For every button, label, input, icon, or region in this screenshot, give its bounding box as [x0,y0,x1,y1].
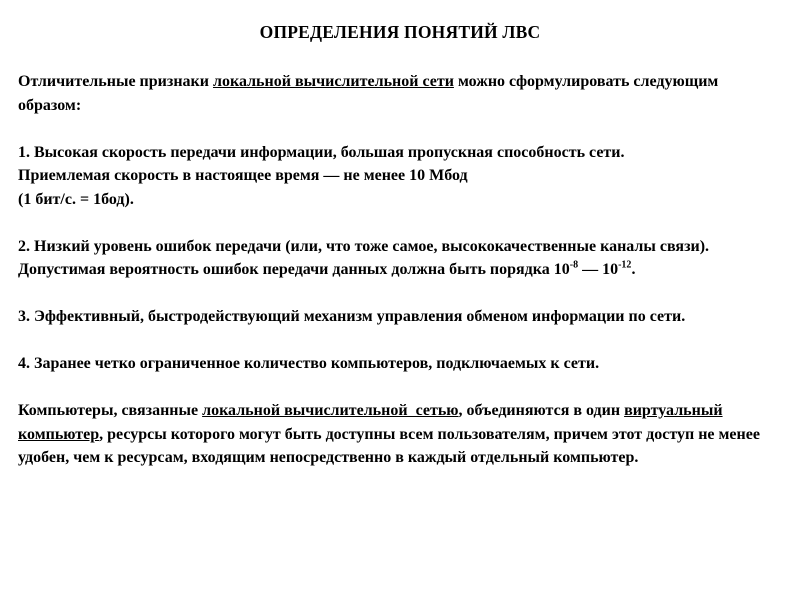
closing-pre: Компьютеры, связанные [18,402,203,419]
closing-underlined-term-1: локальной вычислительной сетью [202,402,459,419]
intro-pre: Отличительные признаки [18,73,213,90]
item-2-base-1: 10 [553,261,570,278]
item-2-exponent-2: -12 [618,259,632,271]
item-3: 3. Эффективный, быстродействующий механизм управления обменом информации по сети. [18,308,686,325]
item-2-dash: — [578,261,603,278]
item-1 [18,141,784,212]
closing-mid: , объединяются в один [458,402,625,419]
item-2-end: . [631,261,636,278]
intro-underlined-term: локальной вычислительной сети [212,73,454,90]
closing-paragraph [18,399,784,470]
item-2 [18,235,784,282]
item-2-text: 2. Низкий уровень ошибок передачи (или, что тоже самое, высококачественные каналы связи). Допустимая вероятность ошибок передачи данных должна быть порядка [18,237,710,278]
item-2-base-2: 10 [602,261,619,278]
item-1-line-3: (1 бит/с. = 1бод). [18,190,134,208]
closing-post: , ресурсы которого могут быть доступны всем пользователям, причем этот доступ не менее удобен, чем к ресурсам, входящим непосредственно в каждый отдельный компьютер. [18,425,760,466]
item-1-line-1: 1. Высокая скорость передачи информации, большая пропускная способность сети. [18,143,625,161]
intro-post: можно сформулировать следующим образом: [18,73,719,114]
item-2-exponent-1: -8 [569,259,579,271]
page-title: ОПРЕДЕЛЕНИЯ ПОНЯТИЙ ЛВС [259,22,541,42]
item-4: 4. Заранее четко ограниченное количество компьютеров, подключаемых к сети. [18,355,600,372]
closing-underlined-term-2: виртуальный компьютер [18,402,723,443]
intro-paragraph [18,70,784,117]
slide-body [18,70,784,470]
item-1-line-2: Приемлемая скорость в настоящее время — не менее 10 Мбод [18,167,468,184]
